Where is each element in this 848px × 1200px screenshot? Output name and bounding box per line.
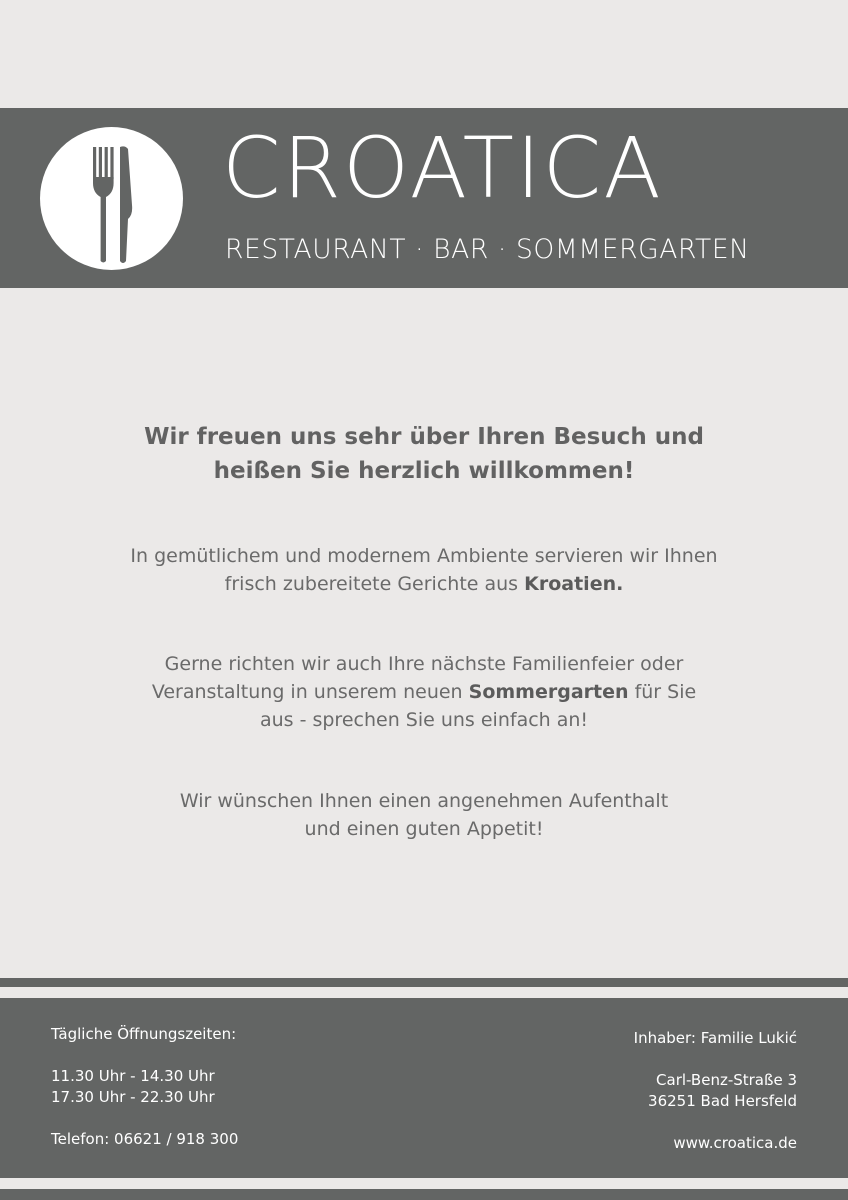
street-address: Carl-Benz-Straße 3 xyxy=(656,1071,797,1089)
highlight-text: Sommergarten xyxy=(468,681,629,703)
paragraph-line: Gerne richten wir auch Ihre nächste Familienfeier oder xyxy=(164,653,684,675)
hours-column xyxy=(51,1024,238,1150)
hours-line: 17.30 Uhr - 22.30 Uhr xyxy=(51,1088,215,1106)
address-column xyxy=(634,1028,797,1154)
paragraph-line: aus - sprechen Sie uns einfach an! xyxy=(259,709,589,731)
paragraph-line: Wir wünschen Ihnen einen angenehmen Aufenthalt xyxy=(179,790,669,812)
brand-name: CROATICA xyxy=(222,119,663,217)
intro-paragraph xyxy=(0,542,848,598)
divider-stripe xyxy=(0,978,848,987)
paragraph-line: für Sie xyxy=(628,681,697,703)
phone-number: Telefon: 06621 / 918 300 xyxy=(51,1130,239,1148)
bottom-stripe xyxy=(0,1189,848,1200)
headline-line: heißen Sie herzlich willkommen! xyxy=(213,458,635,484)
website-link[interactable]: www.croatica.de xyxy=(673,1134,797,1152)
highlight-text: Kroatien. xyxy=(524,573,624,595)
brand-tagline: RESTAURANT · BAR · SOMMERGARTEN xyxy=(225,234,750,265)
welcome-headline xyxy=(0,420,848,488)
footer-band xyxy=(0,998,848,1178)
paragraph-line: und einen guten Appetit! xyxy=(304,818,544,840)
city-address: 36251 Bad Hersfeld xyxy=(648,1092,797,1110)
closing-paragraph xyxy=(0,787,848,843)
owner-text: Inhaber: Familie Lukić xyxy=(633,1029,797,1047)
paragraph-line: Veranstaltung in unserem neuen xyxy=(151,681,469,703)
hours-title: Tägliche Öffnungszeiten: xyxy=(51,1025,237,1043)
paragraph-line: frisch zubereitete Gerichte aus xyxy=(224,573,525,595)
welcome-content xyxy=(0,420,848,840)
paragraph-line: In gemütlichem und modernem Ambiente servieren wir Ihnen xyxy=(130,545,718,567)
fork-and-knife-icon xyxy=(40,127,183,270)
hours-line: 11.30 Uhr - 14.30 Uhr xyxy=(51,1067,215,1085)
event-paragraph xyxy=(0,650,848,734)
headline-line: Wir freuen uns sehr über Ihren Besuch und xyxy=(144,424,704,450)
